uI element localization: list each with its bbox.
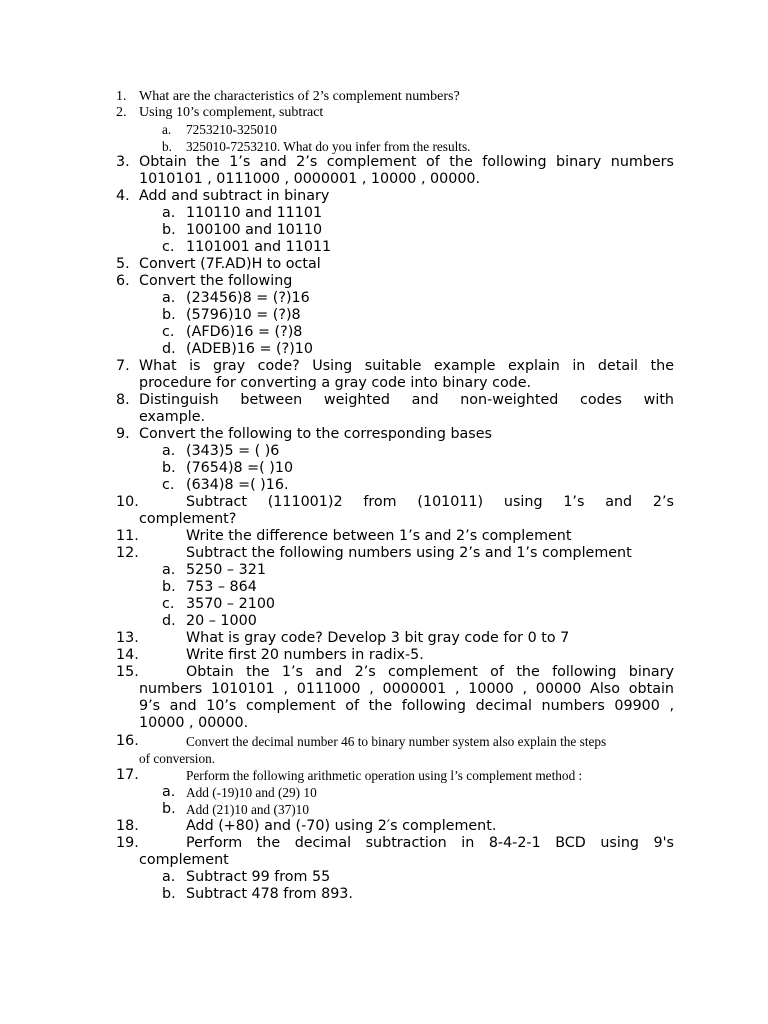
sub-item-text: 5250 – 321 bbox=[186, 562, 266, 578]
question-text: Add (+80) and (-70) using 2′s complement. bbox=[186, 818, 497, 834]
sub-item-text: 325010-7253210. What do you infer from the results. bbox=[186, 139, 471, 154]
question-9 bbox=[116, 426, 674, 443]
question-11 bbox=[116, 528, 674, 545]
question-text-line: What is gray code? Using suitable example explain in detail the bbox=[139, 358, 674, 374]
sub-item-letter: a. bbox=[162, 205, 176, 221]
question-text: Write first 20 numbers in radix-5. bbox=[186, 647, 424, 663]
question-number: 9. bbox=[116, 426, 130, 442]
sub-item-text: (7654)8 =( )10 bbox=[186, 460, 294, 476]
sub-item bbox=[162, 579, 674, 596]
sub-item-text: Add (21)10 and (37)10 bbox=[186, 802, 309, 817]
sub-item bbox=[162, 290, 674, 307]
question-number: 7. bbox=[116, 358, 130, 374]
sub-item-letter: d. bbox=[162, 341, 176, 357]
sub-item bbox=[162, 460, 674, 477]
question-5 bbox=[116, 256, 674, 273]
question-text-line: 10000 , 00000. bbox=[139, 715, 249, 731]
question-text-line: Obtain the 1’s and 2’s complement of the following binary numbers bbox=[139, 154, 674, 170]
question-13 bbox=[116, 630, 674, 647]
question-number: 18. bbox=[116, 818, 139, 834]
question-4 bbox=[116, 188, 674, 205]
question-number: 1. bbox=[116, 89, 127, 104]
question-12 bbox=[116, 545, 674, 562]
sub-item-text: 1101001 and 11011 bbox=[186, 239, 332, 255]
question-number: 13. bbox=[116, 630, 139, 646]
sub-item-letter: c. bbox=[162, 596, 175, 612]
sub-item-letter: b. bbox=[162, 307, 176, 323]
question-number: 12. bbox=[116, 545, 139, 561]
sub-item-letter: b. bbox=[162, 460, 176, 476]
question-16 bbox=[116, 733, 674, 767]
sub-item-text: 7253210-325010 bbox=[186, 122, 277, 137]
question-number: 17. bbox=[116, 767, 139, 783]
sub-item bbox=[162, 784, 674, 801]
question-text: Write the difference between 1’s and 2’s complement bbox=[186, 528, 572, 544]
question-text-line: Perform the decimal subtraction in 8-4-2-1 BCD using 9's bbox=[186, 835, 674, 851]
sub-item-letter: c. bbox=[162, 477, 175, 493]
question-text-line: complement? bbox=[139, 511, 237, 527]
question-19 bbox=[116, 835, 674, 869]
sub-item bbox=[162, 886, 674, 903]
sub-item bbox=[162, 222, 674, 239]
sub-item-letter: a. bbox=[162, 869, 176, 885]
question-7 bbox=[116, 358, 674, 392]
question-text-line: of conversion. bbox=[139, 751, 216, 766]
sub-item-letter: a. bbox=[162, 784, 176, 800]
question-text-line: procedure for converting a gray code into binary code. bbox=[139, 375, 532, 391]
sub-item bbox=[162, 562, 674, 579]
question-text-line: Subtract (111001)2 from (101011) using 1’s and 2’s bbox=[186, 494, 674, 510]
sub-item bbox=[162, 443, 674, 460]
question-number: 8. bbox=[116, 392, 130, 408]
sub-item-text: Subtract 99 from 55 bbox=[186, 869, 331, 885]
sub-item-text: Add (-19)10 and (29) 10 bbox=[186, 785, 317, 800]
sub-item-text: 110110 and 11101 bbox=[186, 205, 323, 221]
question-17 bbox=[116, 767, 674, 784]
question-number: 14. bbox=[116, 647, 139, 663]
sub-item-text: Subtract 478 from 893. bbox=[186, 886, 353, 902]
question-1 bbox=[116, 88, 674, 105]
question-text-line: Distinguish between weighted and non-weighted codes with bbox=[139, 392, 674, 408]
question-text: Subtract the following numbers using 2’s and 1’s complement bbox=[186, 545, 632, 561]
question-number: 2. bbox=[116, 105, 127, 120]
sub-item-letter: c. bbox=[162, 239, 175, 255]
sub-item-letter: a. bbox=[162, 562, 176, 578]
question-14 bbox=[116, 647, 674, 664]
sub-item-letter: b. bbox=[162, 139, 172, 154]
question-number: 19. bbox=[116, 835, 139, 851]
question-text: What are the characteristics of 2’s complement numbers? bbox=[139, 89, 460, 104]
question-text: Convert the following bbox=[139, 273, 293, 289]
question-text-line: example. bbox=[139, 409, 206, 425]
sub-item-letter: a. bbox=[162, 290, 176, 306]
question-text-line: numbers 1010101 , 0111000 , 0000001 , 10000 , 00000 Also obtain bbox=[139, 681, 674, 697]
question-number: 3. bbox=[116, 154, 130, 170]
sub-item bbox=[162, 477, 674, 494]
question-text-line: complement bbox=[139, 852, 229, 868]
sub-item-letter: b. bbox=[162, 222, 176, 238]
sub-item bbox=[162, 239, 674, 256]
question-text: Using 10’s complement, subtract bbox=[139, 105, 324, 120]
sub-item bbox=[162, 801, 674, 818]
question-text-line: Obtain the 1’s and 2’s complement of the following binary bbox=[186, 664, 674, 680]
question-number: 11. bbox=[116, 528, 139, 544]
question-text: Convert (7F.AD)H to octal bbox=[139, 256, 321, 272]
question-3 bbox=[116, 154, 674, 188]
sub-item-letter: d. bbox=[162, 613, 176, 629]
question-6 bbox=[116, 273, 674, 290]
question-text: What is gray code? Develop 3 bit gray code for 0 to 7 bbox=[186, 630, 570, 646]
sub-item-text: (ADEB)16 = (?)10 bbox=[186, 341, 313, 357]
question-text: Perform the following arithmetic operation using l’s complement method : bbox=[186, 768, 583, 783]
question-text-line: Convert the decimal number 46 to binary number system also explain the steps bbox=[186, 734, 607, 749]
question-10 bbox=[116, 494, 674, 528]
sub-item bbox=[162, 138, 674, 155]
sub-item bbox=[162, 324, 674, 341]
question-text-line: 1010101 , 0111000 , 0000001 , 10000 , 00000. bbox=[139, 171, 481, 187]
question-number: 4. bbox=[116, 188, 130, 204]
sub-item bbox=[162, 596, 674, 613]
sub-item-text: (AFD6)16 = (?)8 bbox=[186, 324, 303, 340]
question-number: 16. bbox=[116, 733, 139, 749]
sub-item bbox=[162, 341, 674, 358]
question-number: 15. bbox=[116, 664, 139, 680]
sub-item-text: 100100 and 10110 bbox=[186, 222, 323, 238]
sub-item-text: (343)5 = ( )6 bbox=[186, 443, 280, 459]
sub-item-text: 753 – 864 bbox=[186, 579, 257, 595]
question-text: Add and subtract in binary bbox=[139, 188, 330, 204]
sub-item-letter: a. bbox=[162, 443, 176, 459]
sub-item bbox=[162, 613, 674, 630]
sub-item-letter: b. bbox=[162, 579, 176, 595]
sub-item-letter: a. bbox=[162, 122, 172, 137]
question-text-line: 9’s and 10’s complement of the following decimal numbers 09900 , bbox=[139, 698, 674, 714]
sub-item bbox=[162, 869, 674, 886]
question-text: Convert the following to the corresponding bases bbox=[139, 426, 492, 442]
question-2 bbox=[116, 104, 674, 121]
sub-item-text: (5796)10 = (?)8 bbox=[186, 307, 301, 323]
question-number: 10. bbox=[116, 494, 139, 510]
sub-item bbox=[162, 121, 674, 138]
sub-item bbox=[162, 205, 674, 222]
sub-item-letter: c. bbox=[162, 324, 175, 340]
sub-item-letter: b. bbox=[162, 886, 176, 902]
sub-item bbox=[162, 307, 674, 324]
sub-item-text: 20 – 1000 bbox=[186, 613, 257, 629]
question-8 bbox=[116, 392, 674, 426]
sub-item-text: (634)8 =( )16. bbox=[186, 477, 289, 493]
question-number: 6. bbox=[116, 273, 130, 289]
sub-item-letter: b. bbox=[162, 801, 176, 817]
question-15 bbox=[116, 664, 674, 732]
question-number: 5. bbox=[116, 256, 130, 272]
question-18 bbox=[116, 818, 674, 835]
sub-item-text: 3570 – 2100 bbox=[186, 596, 276, 612]
sub-item-text: (23456)8 = (?)16 bbox=[186, 290, 310, 306]
